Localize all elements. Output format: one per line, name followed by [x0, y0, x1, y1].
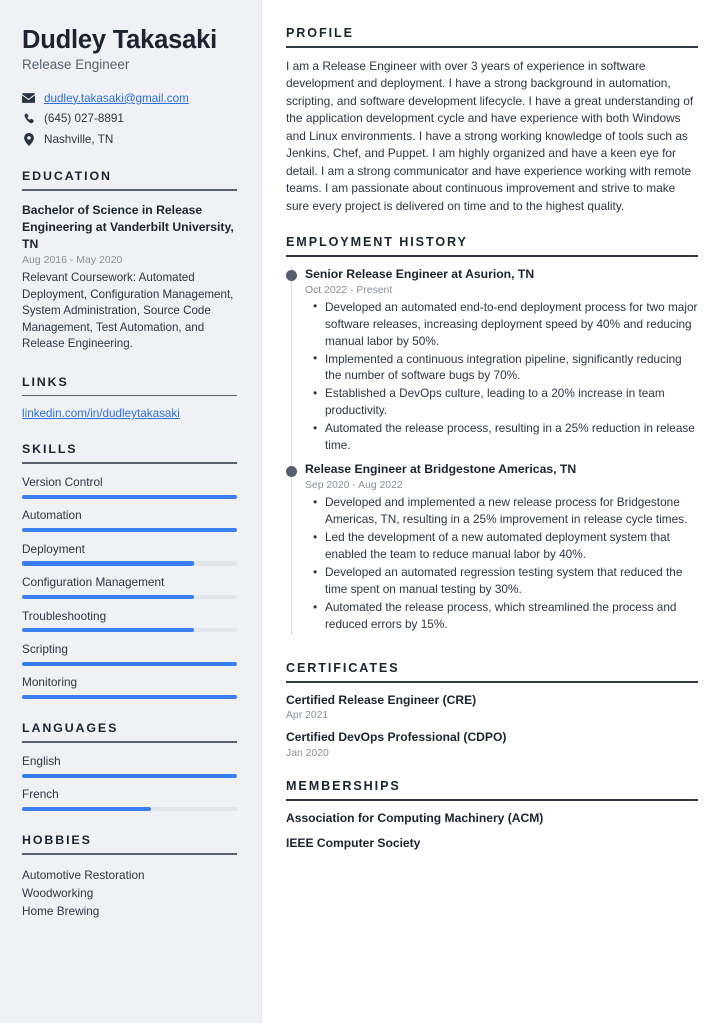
certificates-section [286, 661, 698, 759]
email-link[interactable]: dudley.takasaki@gmail.com [44, 91, 189, 105]
skill-label: Version Control [22, 474, 103, 489]
job-bullet: • Established a DevOps culture, leading to a 20% increase in team productivity. [305, 385, 698, 419]
hobby-item: Automotive Restoration [22, 867, 145, 882]
job-bullet: • Implemented a continuous integration pipeline, significantly reducing the number of software bugs by 70%. [305, 351, 698, 385]
job-entry [286, 267, 698, 463]
language-bar-fill [22, 774, 237, 778]
skill-label: Configuration Management [22, 575, 165, 590]
hobbies-section [22, 833, 237, 920]
job-title: Senior Release Engineer at Asurion, TN [305, 266, 535, 281]
job-date: Sep 2020 - Aug 2022 [305, 480, 403, 492]
skill-row [22, 642, 237, 666]
certificates-divider [286, 681, 698, 683]
timeline-axis [291, 462, 292, 635]
certificate-name: Certified DevOps Professional (CDPO) [286, 730, 507, 745]
education-section [22, 169, 237, 352]
language-label: English [22, 753, 61, 768]
profile-divider [286, 46, 698, 48]
contact-email[interactable] [22, 91, 237, 106]
hobby-item: Home Brewing [22, 904, 100, 919]
skills-section [22, 442, 237, 699]
job-bullet: • Developed and implemented a new release process for Bridgestone Americas, TN, resulting in a 25% improvement in release cycle times. [305, 494, 698, 528]
language-label: French [22, 787, 59, 802]
job-bullet: • Automated the release process, resulting in a 25% reduction in release time. [305, 420, 698, 454]
employment-section [286, 235, 698, 641]
education-divider [22, 189, 237, 191]
phone-value: (645) 027-8891 [44, 112, 124, 126]
skill-bar-fill [22, 495, 237, 499]
skill-bar-fill [22, 695, 237, 699]
skill-bar-fill [22, 528, 237, 532]
job-bullet: • Led the development of a new automated deployment system that enabled the team to reduce manual labor by 40%. [305, 529, 698, 563]
skill-label: Scripting [22, 641, 68, 656]
education-description: Relevant Coursework: Automated Deployment, Configuration Management, System Administration, Source Code Management, Test Automation, and Release Engineering. [22, 271, 234, 351]
job-bullets [305, 299, 698, 455]
contact-list [22, 91, 237, 148]
timeline-axis [291, 267, 292, 463]
job-bullet: • Automated the release process, which streamlined the process and reduced errors by 15%. [305, 599, 698, 633]
skill-bar-track [22, 628, 237, 632]
job-title: Release Engineer at Bridgestone Americas, TN [305, 462, 577, 477]
membership-item: Association for Computing Machinery (ACM) [286, 810, 544, 825]
links-divider [22, 395, 237, 397]
language-bar-fill [22, 807, 151, 811]
skill-bar-track [22, 695, 237, 699]
profile-heading: PROFILE [286, 26, 354, 40]
language-bar-track [22, 774, 237, 778]
location-value: Nashville, TN [44, 133, 114, 147]
skill-row [22, 542, 237, 566]
skill-row [22, 475, 237, 499]
memberships-divider [286, 799, 698, 801]
skill-row [22, 575, 237, 599]
skill-label: Deployment [22, 541, 85, 556]
languages-heading: LANGUAGES [22, 721, 119, 736]
certificate-item [286, 730, 698, 759]
link-item-linkedin[interactable]: linkedin.com/in/dudleytakasaki [22, 407, 180, 421]
job-bullet: • Developed an automated end-to-end deployment process for two major software releases, increasing deployment speed by 40% and reducing manual labor by 50%. [305, 299, 698, 350]
language-row [22, 787, 237, 811]
skill-label: Automation [22, 508, 82, 523]
timeline-dot-icon [286, 466, 297, 477]
skill-bar-fill [22, 662, 237, 666]
job-entry [286, 462, 698, 641]
education-degree: Bachelor of Science in Release Engineering at Vanderbilt University, TN [22, 202, 234, 251]
employment-divider [286, 255, 698, 257]
skill-bar-track [22, 495, 237, 499]
main-column [262, 0, 724, 1023]
skill-bar-fill [22, 628, 194, 632]
contact-location [22, 132, 237, 147]
memberships-section [286, 779, 698, 852]
links-section [22, 375, 237, 421]
employment-heading: EMPLOYMENT HISTORY [286, 235, 468, 250]
profile-section [286, 26, 698, 215]
timeline-dot-icon [286, 270, 297, 281]
profile-text: I am a Release Engineer with over 3 years of experience in software development and deployment. I have a strong background in automation, scripting, and software development lifecycle. I have a great understanding of the application development cycle and have experience with both Windows and Linux environments. I have a strong working knowledge of tools such as Jenkins, Chef, and Puppet. I am highly organized and have a keen eye for detail. I am a strong communicator and have experience working with remote teams. I am passionate about continuous improvement and strive to make sure every project is delivered on time and to the highest quality. [286, 58, 694, 213]
certificate-date: Apr 2021 [286, 710, 329, 722]
certificates-heading: CERTIFICATES [286, 661, 400, 676]
hobby-item: Woodworking [22, 886, 94, 901]
certificate-date: Jan 2020 [286, 748, 329, 760]
job-date: Oct 2022 - Present [305, 284, 393, 296]
skills-divider [22, 462, 237, 464]
languages-divider [22, 741, 237, 743]
skill-label: Troubleshooting [22, 608, 107, 623]
envelope-icon [22, 93, 35, 103]
links-heading: LINKS [22, 374, 69, 389]
sidebar [0, 0, 262, 1023]
skill-bar-track [22, 595, 237, 599]
skill-row [22, 609, 237, 633]
languages-section [22, 721, 237, 811]
skill-bar-fill [22, 595, 194, 599]
candidate-name: Dudley Takasaki [22, 26, 217, 54]
contact-phone [22, 111, 237, 126]
hobbies-heading: HOBBIES [22, 833, 92, 848]
language-row [22, 754, 237, 778]
skill-bar-track [22, 662, 237, 666]
education-date: Aug 2016 - May 2020 [22, 254, 123, 267]
skill-bar-track [22, 561, 237, 565]
job-bullets [305, 494, 698, 633]
education-heading: EDUCATION [22, 169, 112, 184]
skill-label: Monitoring [22, 675, 78, 690]
skills-heading: SKILLS [22, 442, 78, 457]
language-bar-track [22, 807, 237, 811]
job-bullet: • Developed an automated regression testing system that reduced the time spent on manual testing by 30%. [305, 564, 698, 598]
skill-row [22, 675, 237, 699]
certificate-name: Certified Release Engineer (CRE) [286, 692, 477, 707]
candidate-job-title: Release Engineer [22, 56, 130, 72]
employment-timeline [286, 267, 698, 641]
certificate-item [286, 693, 698, 722]
phone-icon [22, 113, 35, 125]
skill-row [22, 508, 237, 532]
membership-item: IEEE Computer Society [286, 836, 421, 851]
memberships-heading: MEMBERSHIPS [286, 779, 401, 794]
location-pin-icon [22, 133, 35, 146]
skill-bar-track [22, 528, 237, 532]
hobbies-divider [22, 853, 237, 855]
skill-bar-fill [22, 561, 194, 565]
